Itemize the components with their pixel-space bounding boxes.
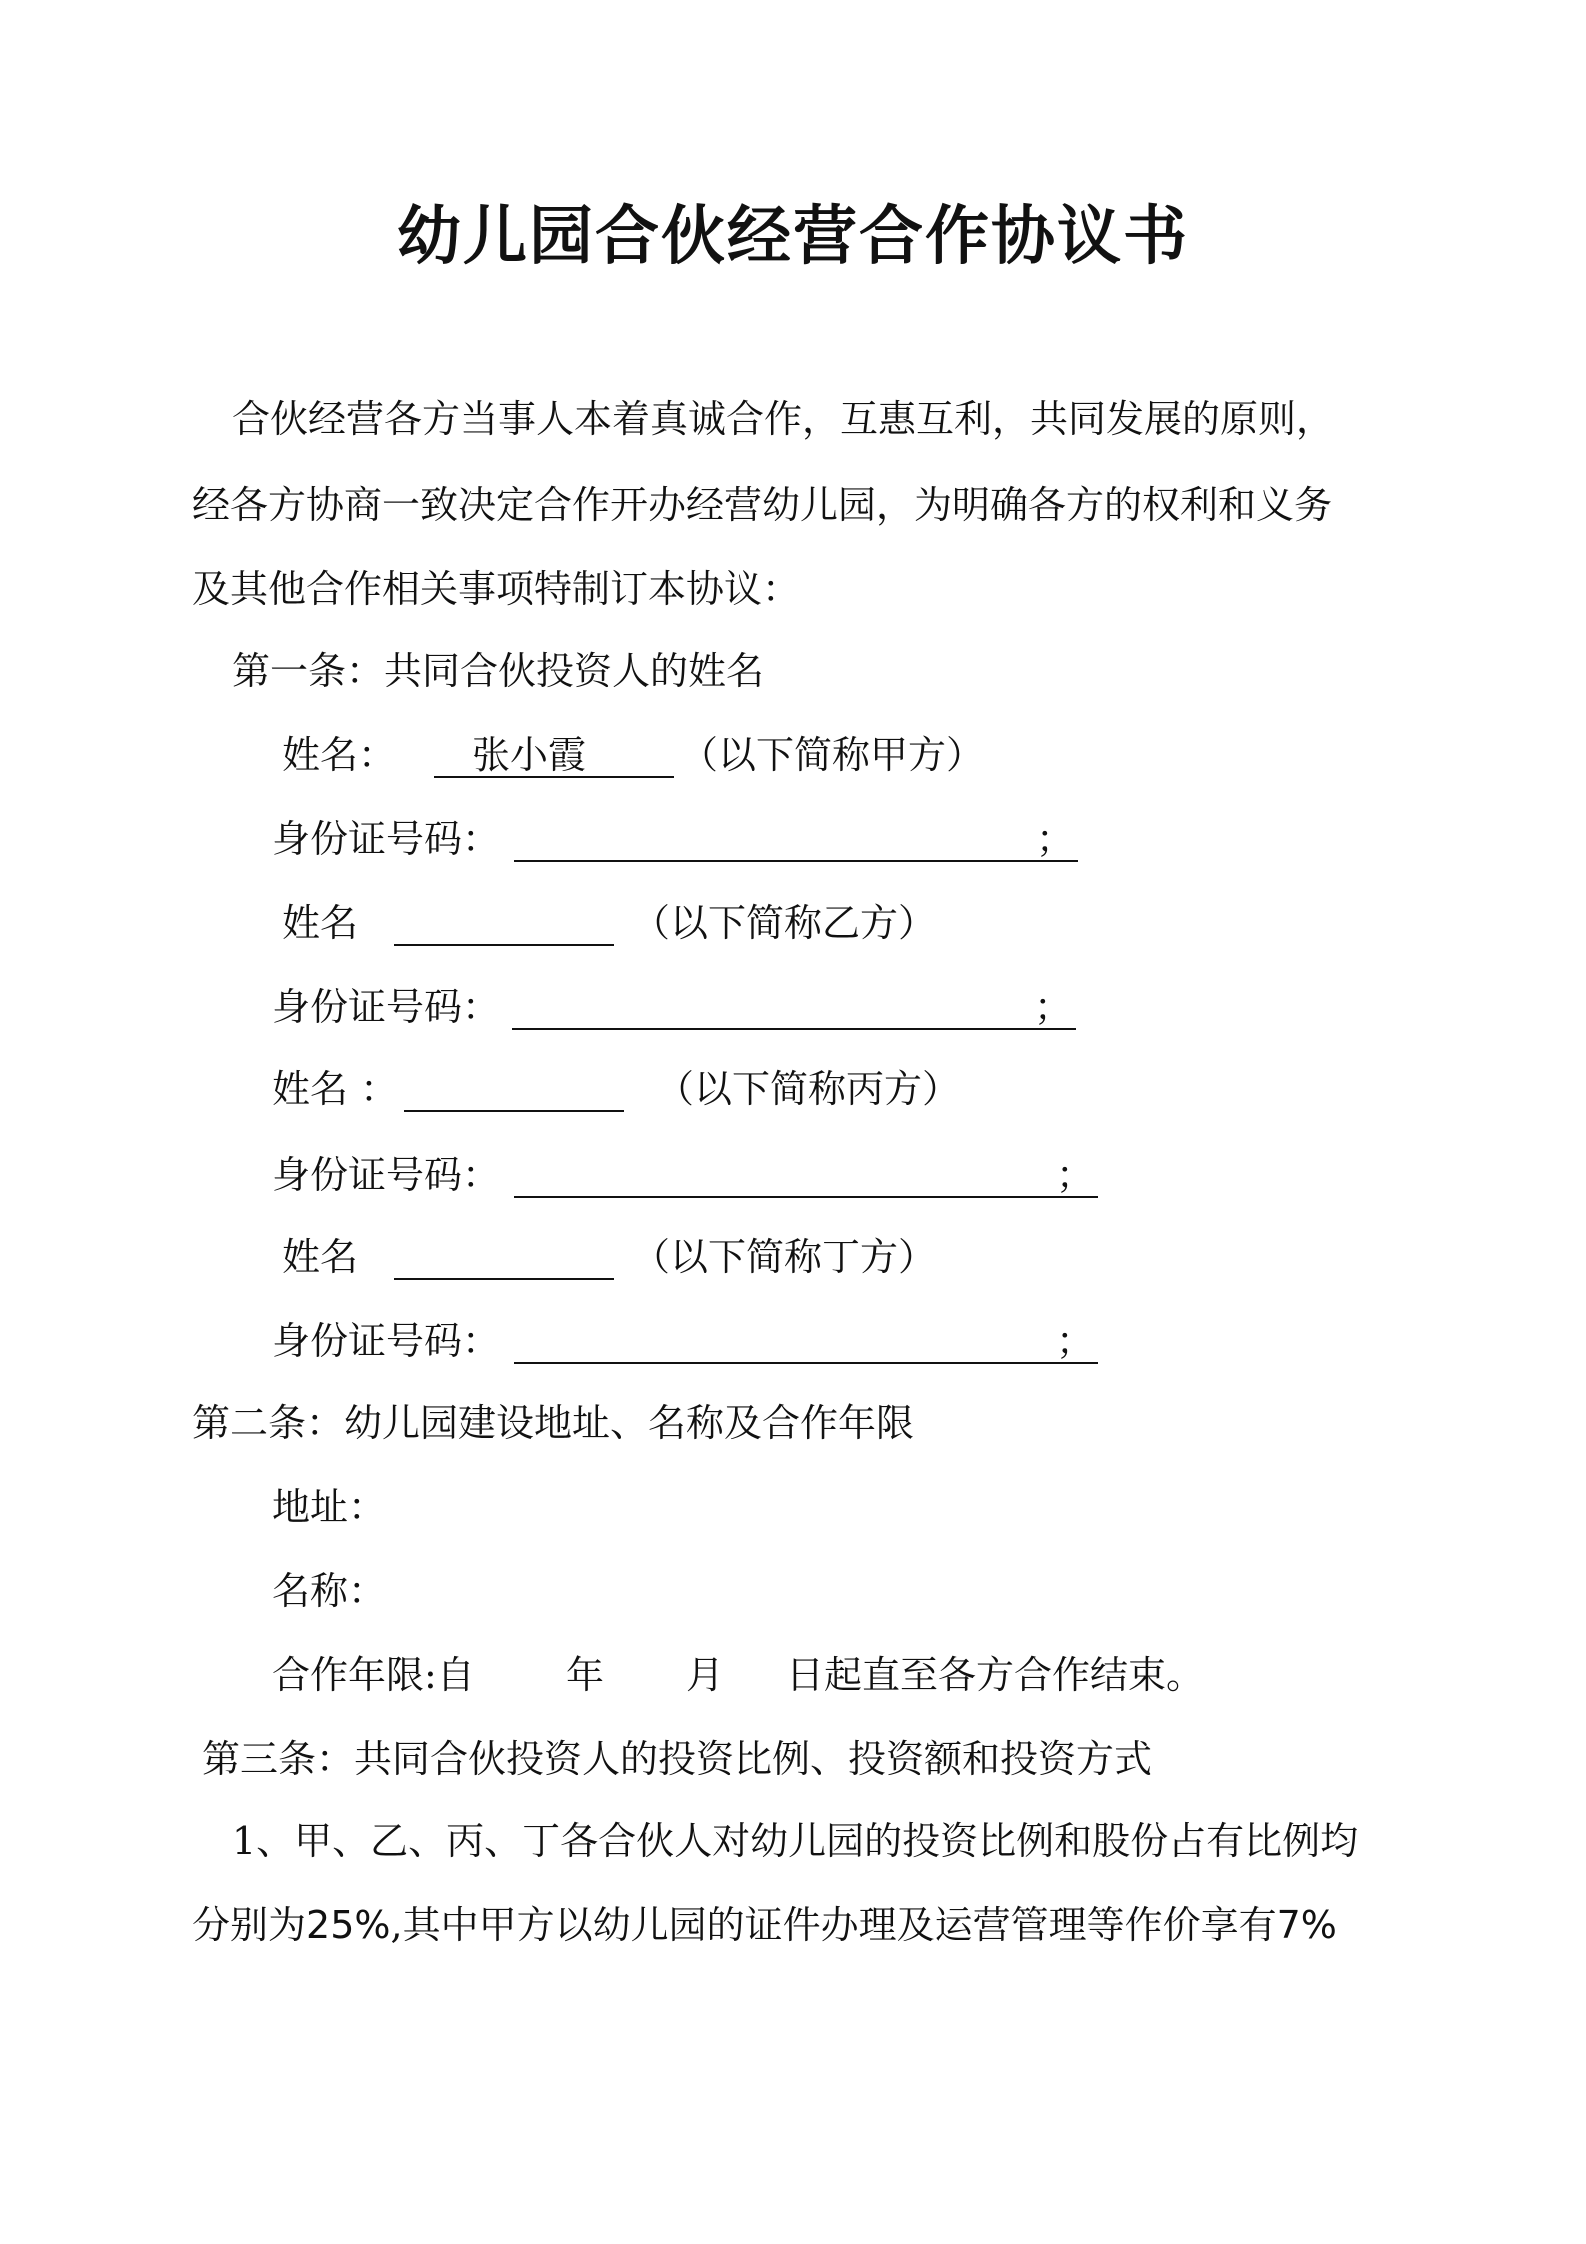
party-a-id-end: ； bbox=[1036, 817, 1075, 861]
article-3-item-1-text-1: 1、甲、乙、丙、丁各合伙人对幼儿园的投资比例和股份占有比例均 bbox=[232, 1819, 1359, 1863]
party-d-id-label: 身份证号码： bbox=[272, 1319, 501, 1363]
intro-line-1: 合伙经营各方当事人本着真诚合作，互惠互利，共同发展的原则， bbox=[232, 397, 1335, 441]
party-b-name-label: 姓名 bbox=[282, 901, 359, 945]
party-b-id-label: 身份证号码： bbox=[272, 985, 501, 1029]
party-d-name-blank bbox=[394, 1278, 614, 1280]
party-b-suffix: （以下简称乙方） bbox=[632, 901, 937, 945]
address-label: 地址： bbox=[272, 1485, 387, 1529]
party-a-suffix: （以下简称甲方） bbox=[680, 733, 985, 777]
party-d-id-blank bbox=[514, 1362, 1098, 1364]
party-c-id-blank bbox=[514, 1196, 1098, 1198]
article-1-heading: 第一条：共同合伙投资人的姓名 bbox=[232, 649, 765, 693]
party-c-suffix: （以下简称丙方） bbox=[656, 1067, 961, 1111]
management-share: 7% bbox=[1276, 1903, 1337, 1947]
article-2-heading: 第二条：幼儿园建设地址、名称及合作年限 bbox=[192, 1401, 915, 1445]
article-3-item-1-text-2a: 分别为 bbox=[192, 1903, 307, 1947]
party-d-id-end: ； bbox=[1056, 1319, 1095, 1363]
party-c-id-label: 身份证号码： bbox=[272, 1153, 501, 1197]
party-a-name-blank bbox=[434, 776, 674, 778]
article-3-heading: 第三条：共同合伙投资人的投资比例、投资额和投资方式 bbox=[202, 1737, 1153, 1781]
intro-line-3: 及其他合作相关事项特制订本协议： bbox=[192, 567, 801, 611]
investment-ratio: 25% bbox=[306, 1903, 391, 1947]
term-label: 合作年限:自 bbox=[272, 1653, 475, 1697]
party-b-id-blank bbox=[512, 1028, 1076, 1030]
party-c-name-label: 姓名 ： bbox=[272, 1067, 399, 1111]
party-a-id-label: 身份证号码： bbox=[272, 817, 501, 861]
party-c-id-end: ； bbox=[1056, 1153, 1095, 1197]
party-b-id-end: ； bbox=[1034, 985, 1073, 1029]
party-b-name-blank bbox=[394, 944, 614, 946]
party-a-name-label: 姓名： bbox=[282, 733, 397, 777]
article-3-item-1-line-2 bbox=[192, 1903, 1337, 1947]
term-end-text: 日起直至各方合作结束。 bbox=[786, 1653, 1205, 1697]
kindergarten-name-label: 名称： bbox=[272, 1569, 387, 1613]
article-3-item-1-line-1 bbox=[232, 1819, 1359, 1863]
party-c-name-blank bbox=[404, 1110, 624, 1112]
term-year: 年 bbox=[566, 1653, 605, 1697]
article-3-item-1-text-2b: ,其中甲方以幼儿园的证件办理及运营管理等作价享有 bbox=[390, 1903, 1277, 1947]
term-month: 月 bbox=[686, 1653, 725, 1697]
party-a-id-blank bbox=[514, 860, 1078, 862]
document-title: 幼儿园合伙经营合作协议书 bbox=[397, 200, 1189, 274]
intro-line-2: 经各方协商一致决定合作开办经营幼儿园，为明确各方的权利和义务 bbox=[192, 483, 1333, 527]
party-d-name-label: 姓名 bbox=[282, 1235, 359, 1279]
party-d-suffix: （以下简称丁方） bbox=[632, 1235, 937, 1279]
party-a-name-value: 张小霞 bbox=[472, 733, 587, 777]
